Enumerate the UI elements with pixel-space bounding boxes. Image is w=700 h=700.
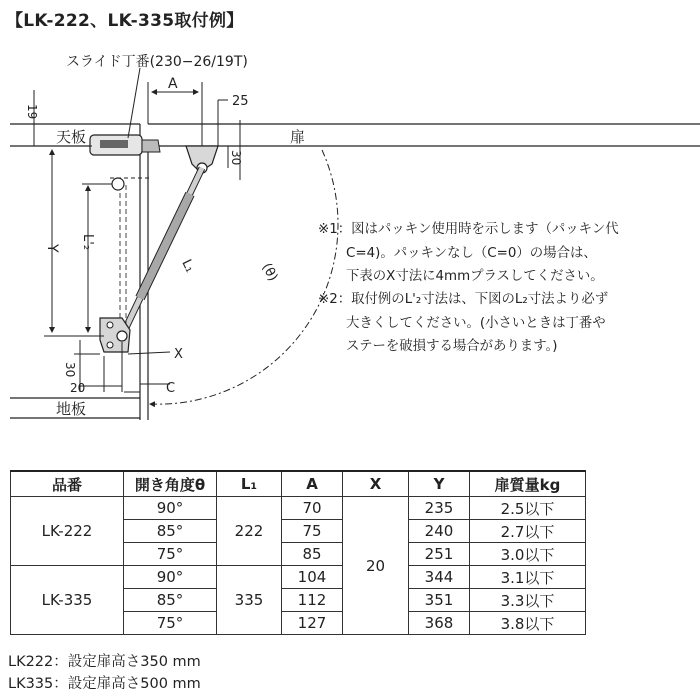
dim-y-label: Y xyxy=(44,244,60,253)
note-1-line-1: ※1：図はパッキン使用時を示します（パッキン代 xyxy=(318,222,619,237)
y-cell: 240 xyxy=(409,520,470,543)
y-cell: 344 xyxy=(409,566,470,589)
hinge-part-label: スライド丁番(230−26/19T) xyxy=(66,54,248,70)
dim-theta-label: (θ) xyxy=(258,260,281,284)
angle-cell: 90° xyxy=(124,497,217,520)
header-x: X xyxy=(343,471,409,497)
opening-angle-arc xyxy=(150,150,338,404)
note-2-line-1: ※2：取付例のL'₂寸法は、下図のL₂寸法より必ず xyxy=(318,292,609,307)
dim-30-top-label: 30 xyxy=(229,150,243,166)
footer-lk222: LK222：設定扉高さ350 mm xyxy=(8,654,201,670)
note-2-line-2: 大きくしてください。(小さいときは丁番や xyxy=(346,315,606,331)
l1-cell: 222 xyxy=(217,497,282,566)
mass-cell: 2.7以下 xyxy=(470,520,586,543)
dim-l2-label: L'₂ xyxy=(80,234,95,251)
mass-cell: 3.3以下 xyxy=(470,589,586,612)
angle-cell: 90° xyxy=(124,566,217,589)
bottom-board-label: 地板 xyxy=(56,400,87,418)
mass-cell: 2.5以下 xyxy=(470,497,586,520)
y-cell: 368 xyxy=(409,612,470,635)
mass-cell: 3.0以下 xyxy=(470,543,586,566)
dim-19-label: 19 xyxy=(25,104,39,120)
angle-cell: 75° xyxy=(124,612,217,635)
footer-lk335: LK335：設定扉高さ500 mm xyxy=(8,676,201,692)
stay-closed-position xyxy=(110,178,150,330)
body-bracket xyxy=(100,318,130,352)
a-cell: 85 xyxy=(282,543,343,566)
note-1 xyxy=(318,218,619,289)
dim-a-label: A xyxy=(168,76,178,92)
mass-cell: 3.1以下 xyxy=(470,566,586,589)
model-cell: LK-222 xyxy=(11,497,124,566)
stay-arm xyxy=(122,168,202,336)
note-1-line-2: C=4)。パッキンなし（C=0）の場合は、 xyxy=(346,245,597,261)
note-2 xyxy=(318,288,608,359)
slide-hinge xyxy=(90,135,160,155)
door-label: 扉 xyxy=(290,128,306,146)
dim-x-label: X xyxy=(174,347,183,362)
header-l1: L₁ xyxy=(217,471,282,497)
heading: 【LK-222、LK-335取付例】 xyxy=(6,11,244,31)
a-cell: 70 xyxy=(282,497,343,520)
angle-cell: 75° xyxy=(124,543,217,566)
note-2-line-3: ステーを破損する場合があります。) xyxy=(346,339,558,354)
note-1-line-3: 下表のX寸法に4mmプラスしてください。 xyxy=(346,269,604,284)
a-cell: 127 xyxy=(282,612,343,635)
x-cell: 20 xyxy=(343,497,409,635)
header-mass: 扉質量kg xyxy=(470,471,586,497)
angle-cell: 85° xyxy=(124,589,217,612)
y-cell: 251 xyxy=(409,543,470,566)
angle-cell: 85° xyxy=(124,520,217,543)
table-row xyxy=(11,497,586,520)
dim-30-bottom-label: 30 xyxy=(63,362,77,378)
table-header-row xyxy=(11,471,586,497)
a-cell: 112 xyxy=(282,589,343,612)
a-cell: 104 xyxy=(282,566,343,589)
l1-cell: 335 xyxy=(217,566,282,635)
dim-25-label: 25 xyxy=(232,94,249,109)
header-model: 品番 xyxy=(11,471,124,497)
dim-l1-label: L₁ xyxy=(178,257,198,275)
dim-20-label: 20 xyxy=(70,381,86,395)
top-board-label: 天板 xyxy=(56,128,87,146)
mass-cell: 3.8以下 xyxy=(470,612,586,635)
y-cell: 351 xyxy=(409,589,470,612)
table-row xyxy=(11,566,586,589)
spec-table xyxy=(10,470,586,635)
a-cell: 75 xyxy=(282,520,343,543)
header-angle: 開き角度θ xyxy=(124,471,217,497)
y-cell: 235 xyxy=(409,497,470,520)
model-cell: LK-335 xyxy=(11,566,124,635)
dimension-lines xyxy=(34,68,240,392)
header-y: Y xyxy=(409,471,470,497)
header-a: A xyxy=(282,471,343,497)
dim-c-label: C xyxy=(166,381,176,396)
